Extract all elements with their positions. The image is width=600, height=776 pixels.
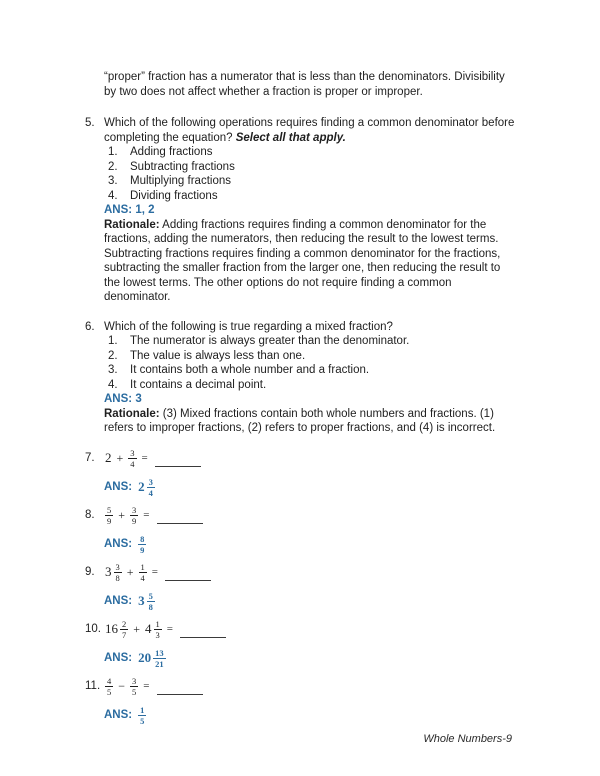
answer-row	[104, 474, 515, 501]
equation-row	[85, 672, 515, 702]
answer-value: 3	[135, 393, 142, 405]
math-number: 20	[138, 649, 152, 665]
answer-label: ANS:	[104, 480, 133, 493]
fraction-numerator: 3	[132, 505, 137, 515]
question-number: 5.	[85, 117, 95, 129]
question-5-prompt	[104, 116, 515, 145]
answer-label: ANS:	[104, 708, 133, 721]
math-number: 3	[138, 592, 145, 608]
answer-label: ANS:	[104, 204, 133, 216]
math-operator: +	[133, 622, 141, 637]
fraction-denominator: 8	[115, 573, 120, 583]
fraction	[128, 448, 136, 469]
option-row	[104, 160, 515, 175]
page-content	[85, 70, 515, 729]
question-8	[85, 501, 515, 558]
question-number: 8.	[85, 509, 95, 522]
answer-value: 1, 2	[135, 204, 155, 216]
fraction	[120, 619, 128, 640]
fraction-denominator: 4	[148, 487, 153, 498]
option-label: Dividing fractions	[130, 189, 218, 202]
fraction-denominator: 9	[140, 544, 145, 555]
option-number: 4.	[108, 378, 118, 391]
equation	[104, 676, 203, 697]
option-number: 1.	[108, 146, 118, 158]
equation-row	[85, 558, 515, 588]
fraction-denominator: 8	[148, 601, 153, 612]
option-row	[104, 378, 515, 393]
fraction	[105, 505, 113, 526]
answer-label: ANS:	[104, 594, 133, 607]
answer-value	[137, 534, 147, 555]
equation	[104, 505, 203, 526]
fraction	[139, 562, 147, 583]
equation	[104, 562, 211, 583]
equals-sign: =	[166, 623, 173, 636]
math-operator: −	[118, 679, 126, 694]
fraction	[147, 591, 155, 612]
rationale	[104, 407, 515, 436]
rationale-text: Adding fractions requires finding a common denominator for the fractions, adding the numerators, then reducing the result to the lowest terms. Subtracting fractions requires finding a common denominator for the fractions, subtracting the smaller fraction from the larger one, then reducing the result to the lowest terms. The other options do not require finding a common denominator.	[104, 218, 501, 303]
fraction-denominator: 9	[132, 516, 137, 526]
option-label: Subtracting fractions	[130, 160, 235, 173]
question-6-prompt-row	[85, 320, 515, 436]
fraction-numerator: 5	[148, 590, 153, 601]
answer-row	[104, 531, 515, 558]
answer-blank	[157, 522, 203, 524]
option-number: 2.	[108, 349, 118, 362]
equation	[104, 448, 201, 469]
equals-sign: =	[151, 566, 158, 579]
equation-row	[85, 444, 515, 474]
fraction-denominator: 7	[122, 630, 127, 640]
fraction-denominator: 4	[130, 459, 135, 469]
fraction-numerator: 2	[122, 619, 127, 629]
fraction-numerator: 3	[132, 676, 137, 686]
math-number: 2	[105, 450, 112, 466]
question-number: 9.	[85, 566, 95, 579]
option-label: Multiplying fractions	[130, 175, 231, 187]
option-row	[104, 174, 515, 189]
fraction-numerator: 3	[115, 562, 120, 572]
option-row	[104, 334, 515, 349]
option-number: 3.	[108, 364, 118, 376]
fraction	[130, 505, 138, 526]
math-number: 16	[105, 621, 118, 637]
option-number: 2.	[108, 160, 118, 173]
equals-sign: =	[143, 509, 150, 522]
fraction-numerator: 3	[130, 448, 135, 458]
option-label: The numerator is always greater than the denominator.	[130, 335, 410, 347]
answer-label: ANS:	[104, 393, 133, 405]
question-7	[85, 444, 515, 501]
fraction	[153, 648, 166, 669]
answer-row	[104, 702, 515, 729]
rationale	[104, 218, 515, 305]
equation-row	[85, 501, 515, 531]
fraction	[138, 705, 146, 726]
fraction-denominator: 5	[107, 687, 112, 697]
answer-line	[104, 203, 515, 218]
question-6	[85, 320, 515, 436]
math-number: 3	[105, 564, 112, 580]
option-label: Adding fractions	[130, 146, 213, 158]
fraction	[130, 676, 138, 697]
page-footer: Whole Numbers-9	[423, 733, 512, 745]
answer-row	[104, 645, 515, 672]
math-number: 2	[138, 478, 145, 494]
fraction-denominator: 3	[155, 630, 160, 640]
answer-label: ANS:	[104, 537, 133, 550]
fraction-denominator: 9	[107, 516, 112, 526]
answer-value	[137, 591, 156, 612]
fraction-numerator: 5	[107, 505, 112, 515]
question-11	[85, 672, 515, 729]
option-label: It contains a decimal point.	[130, 378, 267, 391]
fraction-denominator: 21	[155, 658, 164, 669]
equation-row	[85, 615, 515, 645]
answer-value	[137, 705, 147, 726]
answer-blank	[180, 636, 226, 638]
answer-blank	[157, 693, 203, 695]
fraction	[138, 534, 146, 555]
fraction	[105, 676, 113, 697]
answer-line	[104, 392, 515, 407]
answer-blank	[155, 465, 201, 467]
question-6-prompt: Which of the following is true regarding a mixed fraction?	[104, 320, 393, 333]
option-row	[104, 349, 515, 364]
option-number: 1.	[108, 335, 118, 347]
math-operator: +	[116, 451, 124, 466]
answer-value	[137, 477, 156, 498]
fraction-numerator: 4	[107, 676, 112, 686]
math-operator: +	[118, 508, 126, 523]
intro-paragraph: “proper” fraction has a numerator that is less than the denominators. Divisibility by two does not affect whether a fraction is proper or improper.	[104, 71, 505, 98]
question-number: 6.	[85, 320, 95, 333]
fraction-numerator: 13	[155, 647, 164, 658]
prompt-text: Which of the following operations requires finding a common denominator before completing the equation?	[104, 117, 515, 144]
fraction-denominator: 5	[132, 687, 137, 697]
answer-row	[104, 588, 515, 615]
option-label: The value is always less than one.	[130, 349, 306, 362]
fraction-numerator: 8	[140, 533, 145, 544]
question-number: 7.	[85, 452, 95, 465]
rationale-label: Rationale:	[104, 407, 160, 420]
equation	[104, 619, 226, 640]
question-5-prompt-row	[85, 116, 515, 305]
answer-value	[137, 648, 167, 669]
prompt-emphasis: Select all that apply.	[235, 131, 346, 144]
question-5-body	[104, 116, 515, 305]
question-10	[85, 615, 515, 672]
fraction-denominator: 5	[140, 715, 145, 726]
option-label: It contains both a whole number and a fraction.	[130, 364, 370, 376]
fraction-numerator: 1	[155, 619, 160, 629]
fraction-numerator: 1	[140, 704, 145, 715]
fraction-denominator: 4	[140, 573, 145, 583]
fraction	[114, 562, 122, 583]
option-number: 3.	[108, 175, 118, 187]
fraction	[154, 619, 162, 640]
equals-sign: =	[143, 680, 150, 693]
math-operator: +	[126, 565, 134, 580]
question-6-body	[104, 320, 515, 436]
fraction-numerator: 1	[140, 562, 145, 572]
answer-blank	[165, 579, 211, 581]
rationale-label: Rationale:	[104, 218, 160, 231]
question-number: 11.	[85, 680, 101, 693]
equals-sign: =	[141, 452, 148, 465]
rationale-text: (3) Mixed fractions contain both whole numbers and fractions. (1) refers to improper fractions, (2) refers to proper fractions, and (4) is incorrect.	[104, 407, 496, 434]
question-9	[85, 558, 515, 615]
question-number: 10.	[85, 623, 101, 636]
math-number: 4	[145, 621, 152, 637]
question-5	[85, 116, 515, 305]
option-row	[104, 145, 515, 160]
fraction	[147, 477, 155, 498]
option-number: 4.	[108, 189, 118, 202]
option-row	[104, 189, 515, 204]
option-row	[104, 363, 515, 378]
answer-label: ANS:	[104, 651, 133, 664]
fraction-numerator: 3	[148, 476, 153, 487]
